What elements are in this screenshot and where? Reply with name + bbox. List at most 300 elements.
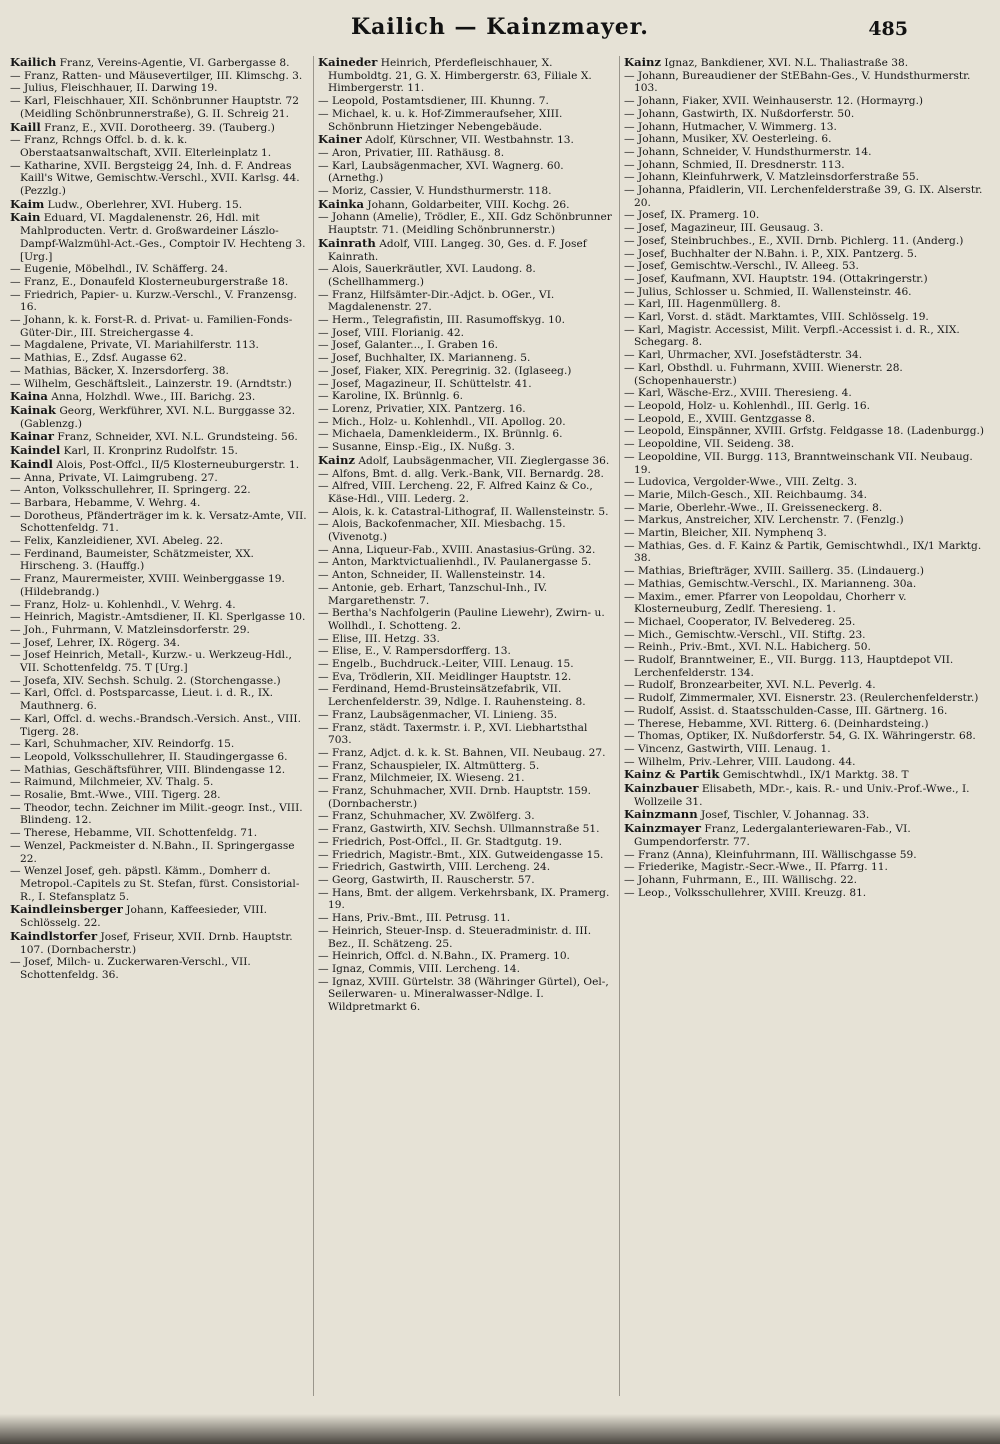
directory-entry: [318, 747, 614, 760]
entry-text: Anna, Holzhdl. Wwe., III. Barichg. 23.: [47, 391, 256, 404]
directory-entry: [318, 849, 614, 862]
entry-text: — Johann, Kleinfuhrwerk, V. Matzleinsdorferstraße 55.: [624, 171, 920, 184]
entry-text: — Leopold, Holz- u. Kohlenhdl., III. Gerlg. 16.: [624, 399, 871, 412]
directory-entry: [10, 649, 308, 674]
directory-entry: [624, 629, 991, 642]
directory-entry: [624, 874, 991, 887]
directory-entry: [10, 390, 308, 404]
entry-text: — Karl, Laubsägenmacher, XVI. Wagnerg. 60. (Arnethg.): [318, 159, 564, 185]
directory-entry: [318, 582, 614, 607]
entry-text: — Josef, Kaufmann, XVI. Hauptstr. 194. (Ottakringerstr.): [624, 272, 928, 285]
directory-entry: [318, 785, 614, 810]
entry-text: — Josef, Steinbruchbes., E., XVII. Drnb. Pichlerg. 11. (Anderg.): [624, 234, 964, 247]
entry-text: — Julius, Fleischhauer, II. Darwing 19.: [10, 82, 218, 95]
entry-surname: Kaindlstorfer: [10, 928, 98, 943]
entry-text: — Mathias, E., Zdsf. Augasse 62.: [10, 352, 187, 365]
directory-entry: [10, 865, 308, 903]
entry-text: — Wenzel Josef, geh. päpstl. Kämm., Domherr d. Metropol.-Capitels zu St. Stefan, fürst. Consistorial-R., I. Stefansplatz 5.: [10, 865, 300, 903]
entry-text: — Martin, Bleicher, XII. Nymphenq 3.: [624, 527, 827, 540]
entry-text: — Ignaz, XVIII. Gürtelstr. 38 (Währinger Gürtel), Oel-, Seilerwaren- u. Mineralwasser-Ndlge. I. Wildpretmarkt 6.: [318, 975, 609, 1014]
directory-entry: [10, 70, 308, 83]
directory-entry: [10, 573, 308, 598]
directory-entry: [318, 416, 614, 429]
directory-entry: [624, 184, 991, 209]
entry-text: Adolf, Laubsägenmacher, VII. Zieglergasse 36.: [355, 454, 610, 467]
entry-text: — Thomas, Optiker, IX. Nußdorferstr. 54, G. IX. Währingerstr. 68.: [624, 730, 976, 743]
entry-text: — Franz, Schauspieler, IX. Altmütterg. 5.: [318, 759, 540, 772]
entry-text: — Joh., Fuhrmann, V. Matzleinsdorferstr. 29.: [10, 623, 250, 636]
directory-entry: [10, 339, 308, 352]
directory-entry: [318, 658, 614, 671]
entry-text: — Josef, VIII. Florianig. 42.: [318, 326, 464, 339]
directory-entry: [10, 444, 308, 458]
entry-surname: Kainz: [624, 56, 662, 69]
directory-entry: [624, 616, 991, 629]
directory-entry: [624, 489, 991, 502]
entry-text: — Felix, Kanzleidiener, XVI. Abeleg. 22.: [10, 535, 224, 548]
entry-text: — Karl, Vorst. d. städt. Marktamtes, VIII. Schlösselg. 19.: [624, 311, 929, 324]
directory-entry: [624, 591, 991, 616]
entry-text: — Julius, Schlosser u. Schmied, II. Wallensteinstr. 46.: [624, 285, 912, 298]
directory-entry: [318, 861, 614, 874]
entry-text: — Ferdinand, Hemd-Brusteinsätzefabrik, VII. Lerchenfelderstr. 39, Ndlge. I. Rauhensteing. 8.: [318, 683, 586, 709]
entry-text: Josef, Friseur, XVII. Drnb. Hauptstr. 107. (Dornbacherstr.): [20, 930, 293, 956]
entry-surname: Kainka: [318, 196, 364, 211]
entry-text: — Leopold, Volksschullehrer, II. Staudingergasse 6.: [10, 750, 288, 763]
directory-entry: [318, 963, 614, 976]
directory-entry: [624, 260, 991, 273]
entry-text: — Franz, Rchngs Offcl. b. d. k. k. Oberstaatsanwaltschaft, XVII. Elterleinplatz 1.: [10, 134, 272, 159]
entry-text: — Leopoldine, VII. Burgg. 113, Branntweinschank VII. Neubaug. 19.: [624, 450, 973, 476]
directory-entry: [624, 768, 991, 782]
entry-text: Adolf, VIII. Langeg. 30, Ges. d. F. Josef Kainrath.: [328, 237, 587, 263]
directory-entry: [624, 565, 991, 578]
directory-entry: [624, 540, 991, 565]
directory-entry: [624, 641, 991, 654]
entry-text: — Karl, Fleischhauer, XII. Schönbrunner Hauptstr. 72 (Meidling Schönbrunnerstraße), G. II. Schreig 21.: [10, 95, 299, 120]
directory-entry: [10, 263, 308, 276]
page-number: 485: [868, 18, 908, 40]
entry-text: — Karl, Magistr. Accessist, Milit. Verpfl.-Accessist i. d. R., XIX. Schegarg. 8.: [624, 323, 960, 349]
directory-entry: [318, 518, 614, 543]
entry-text: — Michael, k. u. k. Hof-Zimmeraufseher, XIII. Schönbrunn Hietzinger Nebengebäude.: [318, 107, 563, 133]
directory-entry: [624, 286, 991, 299]
entry-text: — Hans, Bmt. der allgem. Verkehrsbank, IX. Pramerg. 19.: [318, 886, 610, 912]
entry-text: — Johann (Amelie), Trödler, E., XII. Gdz Schönbrunner Hauptstr. 71. (Meidling Schönbrunnerstr.): [318, 211, 612, 237]
entry-text: — Eva, Trödlerin, XII. Meidlinger Hauptstr. 12.: [318, 670, 572, 683]
entry-text: — Heinrich, Offcl. d. N.Bahn., IX. Pramerg. 10.: [318, 950, 570, 963]
entry-text: — Josef, Buchhalter, IX. Marianneng. 5.: [318, 352, 531, 365]
directory-entry: [624, 311, 991, 324]
entry-text: — Anna, Liqueur-Fab., XVIII. Anastasius-Grüng. 32.: [318, 543, 596, 556]
entry-text: — Johann, Musiker, XV. Oesterleing. 6.: [624, 133, 832, 146]
directory-entry: [318, 314, 614, 327]
entry-text: — Rudolf, Assist. d. Staatsschulden-Casse, III. Gärtnerg. 16.: [624, 704, 948, 717]
directory-entry: [624, 222, 991, 235]
entry-text: — Franz, Hilfsämter-Dir.-Adjct. b. OGer., VI. Magdalenenstr. 27.: [318, 288, 555, 314]
directory-entry: [318, 468, 614, 481]
entry-text: — Alois, Sauerkräutler, XVI. Laudong. 8. (Schellhammerg.): [318, 263, 536, 288]
directory-entry: [624, 133, 991, 146]
directory-entry: [10, 713, 308, 738]
entry-text: Franz, Vereins-Agentie, VI. Garbergasse 8.: [56, 57, 290, 69]
directory-entry: [10, 789, 308, 802]
entry-text: Franz, Ledergalanteriewaren-Fab., VI. Gumpendorferstr. 77.: [634, 823, 911, 848]
entry-columns: [6, 56, 996, 1396]
entry-text: — Herm., Telegrafistin, III. Rasumoffskyg. 10.: [318, 314, 565, 327]
entry-surname: Kaim: [10, 196, 45, 211]
entry-surname: Kaindel: [10, 443, 61, 458]
directory-entry: [624, 248, 991, 261]
entry-text: Adolf, Kürschner, VII. Westbahnstr. 13.: [361, 134, 574, 147]
directory-entry: [318, 237, 614, 263]
entry-text: Franz, E., XVII. Dorotheerg. 39. (Tauberg.): [40, 121, 275, 134]
directory-entry: [624, 808, 991, 822]
entry-text: — Alfred, VIII. Lercheng. 22, F. Alfred Kainz & Co., Käse-Hdl., VIII. Lederg. 2.: [318, 480, 593, 505]
entry-text: — Raimund, Milchmeier, XV. Thalg. 5.: [10, 776, 214, 789]
entry-text: Franz, Schneider, XVI. N.L. Grundsteing. 56.: [54, 431, 298, 444]
directory-entry: [318, 722, 614, 747]
directory-entry: [318, 607, 614, 632]
entry-text: — Alois, k. k. Catastral-Lithograf, II. Wallensteinstr. 5.: [318, 505, 609, 518]
entry-text: — Rudolf, Branntweiner, E., VII. Burgg. 113, Hauptdepot VII. Lerchenfelderstr. 134.: [624, 654, 954, 679]
entry-text: — Josef, Magazineur, II. Schüttelstr. 41.: [318, 377, 532, 390]
directory-entry: [318, 671, 614, 684]
directory-entry: [318, 823, 614, 836]
directory-entry: [318, 352, 614, 365]
entry-text: — Anna, Private, VI. Laimgrubeng. 27.: [10, 471, 218, 484]
directory-entry: [624, 400, 991, 413]
entry-text: — Ignaz, Commis, VIII. Lercheng. 14.: [318, 962, 521, 975]
directory-entry: [318, 390, 614, 403]
entry-text: — Franz, Ratten- und Mäusevertilger, III. Klimschg. 3.: [10, 69, 303, 82]
entry-text: — Karl, Offcl. d. wechs.-Brandsch.-Versich. Anst., VIII. Tigerg. 28.: [10, 712, 301, 738]
entry-text: — Therese, Hebamme, XVI. Ritterg. 6. (Deinhardsteing.): [624, 717, 929, 730]
directory-entry: [318, 263, 614, 288]
entry-text: — Josef, Lehrer, IX. Rögerg. 34.: [10, 636, 180, 649]
entry-text: — Leopold, E., XVIII. Gentzgasse 8.: [624, 412, 816, 425]
entry-text: Karl, II. Kronprinz Rudolfstr. 15.: [60, 445, 238, 458]
entry-text: — Alfons, Bmt. d. allg. Verk.-Bank, VII. Bernardg. 28.: [318, 467, 604, 480]
entry-text: Eduard, VI. Magdalenenstr. 26, Hdl. mit Mahlproducten. Vertr. d. Großwardeiner Lászlo-Dampf-Walzmühl-Act.-Ges., Comptoir IV. Hechteng 3. [Urg.]: [20, 212, 306, 263]
entry-text: — Bertha's Nachfolgerin (Pauline Liewehr), Zwirn- u. Wollhdl., I. Schotteng. 2.: [318, 607, 605, 632]
entry-text: — Eugenie, Möbelhdl., IV. Schäfferg. 24.: [10, 263, 228, 276]
directory-entry: [10, 764, 308, 777]
directory-entry: [624, 718, 991, 731]
directory-entry: [10, 675, 308, 688]
directory-entry: [624, 273, 991, 286]
directory-entry: [10, 404, 308, 430]
directory-entry: [318, 211, 614, 236]
directory-entry: [318, 976, 614, 1014]
entry-text: — Johann, k. k. Forst-R. d. Privat- u. Familien-Fonds-Güter-Dir., III. Streichergasse 4.: [10, 314, 293, 339]
entry-text: — Mich., Holz- u. Kohlenhdl., VII. Apollog. 20.: [318, 415, 566, 428]
entry-text: — Alois, Backofenmacher, XII. Miesbachg. 15. (Vivenotg.): [318, 518, 566, 544]
entry-text: — Franz, Milchmeier, IX. Wieseng. 21.: [318, 772, 525, 785]
entry-text: — Rudolf, Zimmermaler, XVI. Eisnerstr. 23. (Reulerchenfelderstr.): [624, 692, 979, 705]
entry-text: — Josef, Fiaker, XIX. Peregrinig. 32. (Iglaseeg.): [318, 364, 572, 377]
page-edge-shadow: [0, 1414, 1000, 1444]
entry-text: — Franz, E., Donaufeld Klosterneuburgerstraße 18.: [10, 275, 289, 288]
entry-text: — Josef, IX. Pramerg. 10.: [624, 209, 760, 222]
entry-surname: Kainz & Partik: [624, 767, 720, 782]
entry-text: Johann, Kaffeesieder, VIII. Schlösselg. 22.: [20, 904, 268, 930]
entry-surname: Kainar: [10, 429, 55, 444]
directory-entry: [10, 827, 308, 840]
entry-text: Heinrich, Pferdefleischhauer, X. Humboldtg. 21, G. X. Himbergerstr. 63, Filiale X. Himbergerstr. 11.: [328, 57, 592, 95]
directory-entry: [624, 654, 991, 679]
directory-entry: [318, 108, 614, 133]
directory-entry: [10, 458, 308, 472]
directory-entry: [624, 743, 991, 756]
entry-text: — Friedrich, Magistr.-Bmt., XIX. Gutweidengasse 15.: [318, 848, 604, 861]
entry-text: — Barbara, Hebamme, V. Wehrg. 4.: [10, 496, 201, 509]
directory-entry: [318, 403, 614, 416]
entry-text: — Anton, Marktvictualienhdl., IV. Paulanergasse 5.: [318, 556, 592, 569]
entry-text: — Karoline, IX. Brünnlg. 6.: [318, 390, 464, 403]
directory-entry: [624, 705, 991, 718]
running-title: Kailich — Kainzmayer.: [351, 14, 649, 40]
directory-entry: [624, 95, 991, 108]
directory-entry: [10, 956, 308, 981]
entry-surname: Kainak: [10, 402, 56, 417]
directory-entry: [10, 276, 308, 289]
entry-text: — Vincenz, Gastwirth, VIII. Lenaug. 1.: [624, 742, 831, 755]
directory-entry: [318, 709, 614, 722]
entry-text: — Susanne, Einsp.-Eig., IX. Nußg. 3.: [318, 441, 515, 454]
directory-entry: [624, 425, 991, 438]
entry-text: — Franz, Maurermeister, XVIII. Weinberggasse 19. (Hildebrandg.): [10, 573, 285, 598]
entry-text: — Friederike, Magistr.-Secr.-Wwe., II. Pfarrg. 11.: [624, 861, 888, 874]
entry-text: — Leopold, Einspänner, XVIII. Grfstg. Feldgasse 18. (Ladenburgg.): [624, 425, 984, 438]
directory-entry: [10, 751, 308, 764]
directory-entry: [318, 441, 614, 454]
entry-surname: Kainzbauer: [624, 781, 699, 796]
directory-entry: [318, 912, 614, 925]
directory-entry: [10, 624, 308, 637]
directory-entry: [10, 472, 308, 485]
directory-entry: [10, 95, 308, 120]
entry-text: Georg, Werkführer, XVI. N.L. Burggasse 32. (Gablenzg.): [20, 404, 296, 430]
directory-entry: [318, 327, 614, 340]
directory-entry: [318, 645, 614, 658]
entry-text: — Friedrich, Papier- u. Kurzw.-Verschl., V. Franzensg. 16.: [10, 288, 297, 314]
entry-text: — Mathias, Ges. d. F. Kainz & Partik, Gemischtwhdl., IX/1 Marktg. 38.: [624, 539, 982, 565]
directory-entry: [318, 950, 614, 963]
directory-entry: [318, 874, 614, 887]
entry-text: — Engelb., Buchdruck.-Leiter, VIII. Lenaug. 15.: [318, 658, 574, 671]
entry-text: — Johanna, Pfaidlerin, VII. Lerchenfelderstraße 39, G. IX. Alserstr. 20.: [624, 184, 983, 209]
entry-text: — Johann, Schmied, II. Dresdnerstr. 113.: [624, 158, 845, 171]
entry-text: Ignaz, Bankdiener, XVI. N.L. Thaliastraße 38.: [661, 57, 909, 69]
directory-entry: [10, 134, 308, 159]
directory-entry: [624, 502, 991, 515]
entry-text: Ludw., Oberlehrer, XVI. Huberg. 15.: [44, 198, 243, 211]
directory-entry: [318, 378, 614, 391]
entry-text: — Mathias, Briefträger, XVIII. Saillerg. 35. (Lindauerg.): [624, 565, 925, 578]
directory-entry: [10, 430, 308, 444]
directory-entry: [10, 510, 308, 535]
entry-text: — Heinrich, Magistr.-Amtsdiener, II. Kl. Sperlgasse 10.: [10, 611, 306, 624]
entry-text: Alois, Post-Offcl., II/5 Klosterneuburgerstr. 1.: [52, 458, 300, 471]
directory-entry: [624, 108, 991, 121]
entry-text: — Hans, Priv.-Bmt., III. Petrusg. 11.: [318, 912, 511, 925]
directory-entry: [10, 314, 308, 339]
entry-text: — Friedrich, Gastwirth, VIII. Lercheng. 24.: [318, 861, 551, 874]
directory-entry: [10, 535, 308, 548]
entry-text: — Ludovica, Vergolder-Wwe., VIII. Zeltg. 3.: [624, 476, 858, 489]
entry-text: — Franz, Laubsägenmacher, VI. Linieng. 35.: [318, 708, 558, 721]
directory-entry: [318, 633, 614, 646]
directory-entry: [624, 730, 991, 743]
entry-text: — Mathias, Bäcker, X. Inzersdorferg. 38.: [10, 364, 229, 377]
entry-surname: Kailich: [10, 56, 57, 69]
directory-entry: [10, 198, 308, 212]
entry-text: — Johann, Schneider, V. Hundsthurmerstr. 14.: [624, 145, 872, 158]
directory-entry: [10, 637, 308, 650]
entry-text: — Heinrich, Steuer-Insp. d. Steueradministr. d. III. Bez., II. Schätzeng. 25.: [318, 924, 592, 950]
entry-text: — Elise, III. Hetzg. 33.: [318, 632, 440, 645]
directory-entry: [624, 476, 991, 489]
directory-entry: [624, 298, 991, 311]
directory-entry: [318, 428, 614, 441]
entry-text: — Lorenz, Privatier, XIX. Pantzerg. 16.: [318, 402, 526, 415]
directory-entry: [624, 861, 991, 874]
directory-entry: [10, 738, 308, 751]
entry-text: Elisabeth, MDr.-, kais. R.- und Univ.-Prof.-Wwe., I. Wollzeile 31.: [634, 783, 970, 808]
directory-entry: [624, 235, 991, 248]
entry-text: — Therese, Hebamme, VII. Schottenfeldg. 71.: [10, 827, 258, 840]
entry-text: — Josef, Milch- u. Zuckerwaren-Verschl., VII. Schottenfeldg. 36.: [10, 956, 251, 981]
entry-text: — Karl, Schuhmacher, XIV. Reindorfg. 15.: [10, 738, 235, 751]
directory-entry: [318, 772, 614, 785]
entry-text: — Franz, Adjct. d. k. k. St. Bahnen, VII. Neubaug. 27.: [318, 746, 606, 759]
entry-text: — Josef, Magazineur, III. Geusaug. 3.: [624, 222, 824, 235]
directory-entry: [10, 687, 308, 712]
directory-entry: [318, 480, 614, 505]
entry-text: — Elise, E., V. Rampersdorfferg. 13.: [318, 645, 511, 658]
entry-text: — Anton, Schneider, II. Wallensteinstr. 14.: [318, 569, 546, 582]
directory-entry: [624, 692, 991, 705]
entry-text: — Karl, Offcl. d. Postsparcasse, Lieut. i. d. R., IX. Mauthnerg. 6.: [10, 687, 273, 713]
entry-surname: Kainzmann: [624, 807, 698, 822]
directory-entry: [318, 160, 614, 185]
entry-surname: Kaindleinsberger: [10, 902, 123, 917]
entry-text: — Georg, Gastwirth, II. Rauscherstr. 57.: [318, 874, 535, 886]
column-1: [6, 56, 314, 1396]
entry-text: — Leopold, Postamtsdiener, III. Khunng. 7.: [318, 95, 549, 108]
entry-text: — Leopoldine, VII. Seideng. 38.: [624, 438, 795, 451]
entry-text: — Moriz, Cassier, V. Hundsthurmerstr. 118.: [318, 185, 552, 198]
directory-entry: [624, 578, 991, 591]
directory-entry: [10, 352, 308, 365]
directory-entry: [318, 454, 614, 468]
directory-entry: [10, 548, 308, 573]
directory-entry: [318, 760, 614, 773]
entry-text: — Marie, Milch-Gesch., XII. Reichbaumg. 34.: [624, 488, 867, 501]
directory-entry: [624, 349, 991, 362]
column-3: [620, 56, 996, 1396]
directory-entry: [10, 365, 308, 378]
entry-surname: Kainzmayer: [624, 821, 702, 836]
directory-entry: [624, 438, 991, 451]
entry-text: — Josef, Buchhalter der N.Bahn. i. P., XIX. Pantzerg. 5.: [624, 247, 918, 260]
entry-text: — Katharine, XVII. Bergsteigg 24, Inh. d. F. Andreas Kaill's Witwe, Gemischtw.-Verschl., XVII. Karlsg. 44. (Pezzlg.): [10, 159, 300, 198]
entry-text: — Mathias, Gemischtw.-Verschl., IX. Marianneng. 30a.: [624, 577, 917, 590]
column-2: [314, 56, 620, 1396]
entry-text: — Josef, Gemischtw.-Verschl., IV. Alleeg. 53.: [624, 260, 859, 273]
entry-text: — Josefa, XIV. Sechsh. Schulg. 2. (Storchengasse.): [10, 674, 281, 687]
directory-entry: [624, 209, 991, 222]
directory-entry: [10, 930, 308, 956]
entry-text: — Wenzel, Packmeister d. N.Bahn., II. Springergasse 22.: [10, 839, 295, 865]
directory-entry: [624, 362, 991, 387]
directory-entry: [318, 810, 614, 823]
directory-entry: [624, 146, 991, 159]
entry-text: — Franz (Anna), Kleinfuhrmann, III. Wällischgasse 59.: [624, 848, 917, 861]
entry-text: — Rosalie, Bmt.-Wwe., VIII. Tigerg. 28.: [10, 789, 221, 802]
directory-entry: [10, 497, 308, 510]
entry-text: — Magdalene, Private, VI. Mariahilferstr. 113.: [10, 339, 259, 352]
directory-entry: [10, 840, 308, 865]
entry-text: — Wilhelm, Priv.-Lehrer, VIII. Laudong. 44.: [624, 755, 856, 768]
directory-entry: [10, 903, 308, 929]
entry-surname: Kainrath: [318, 235, 376, 250]
entry-surname: Kaina: [10, 389, 48, 404]
entry-text: — Johann, Bureaudiener der StEBahn-Ges., V. Hundsthurmerstr. 103.: [624, 69, 971, 95]
entry-text: — Ferdinand, Baumeister, Schätzmeister, XX. Hirscheng. 3. (Hauffg.): [10, 547, 254, 573]
entry-text: — Anton, Volksschullehrer, II. Springerg. 22.: [10, 484, 251, 497]
entry-text: — Karl, Obsthdl. u. Fuhrmann, XVIII. Wienerstr. 28. (Schopenhauerstr.): [624, 361, 903, 387]
entry-text: — Franz, Schuhmacher, XV. Zwölferg. 3.: [318, 810, 535, 823]
directory-entry: [624, 679, 991, 692]
entry-surname: Kaineder: [318, 56, 378, 69]
entry-text: — Maxim., emer. Pfarrer von Leopoldau, Chorherr v. Klosterneuburg, Zedlf. Theresieng. 1.: [624, 590, 907, 616]
entry-text: — Josef, Galanter..., I. Graben 16.: [318, 339, 498, 352]
directory-entry: [10, 802, 308, 827]
entry-text: — Mich., Gemischtw.-Verschl., VII. Stiftg. 23.: [624, 628, 866, 641]
entry-surname: Kainer: [318, 132, 362, 147]
directory-entry: [318, 887, 614, 912]
directory-entry: [318, 133, 614, 147]
entry-surname: Kaindl: [10, 456, 53, 471]
directory-entry: [10, 121, 308, 135]
directory-entry: [10, 82, 308, 95]
entry-text: — Theodor, techn. Zeichner im Milit.-geogr. Inst., VIII. Blindeng. 12.: [10, 801, 303, 827]
directory-entry: [318, 339, 614, 352]
entry-surname: Kainz: [318, 452, 356, 467]
directory-entry: [10, 211, 308, 263]
entry-text: — Leop., Volksschullehrer, XVIII. Kreuzg. 81.: [624, 886, 867, 899]
directory-entry: [318, 544, 614, 557]
directory-entry: [318, 556, 614, 569]
entry-text: — Dorotheus, Pfänderträger im k. k. Versatz-Amte, VII. Schottenfeldg. 71.: [10, 509, 307, 535]
directory-entry: [624, 527, 991, 540]
entry-text: Josef, Tischler, V. Johannag. 33.: [697, 809, 870, 822]
entry-text: — Michaela, Damenkleiderm., IX. Brünnlg. 6.: [318, 428, 563, 441]
entry-text: — Aron, Privatier, III. Rathäusg. 8.: [318, 146, 505, 159]
entry-text: — Antonie, geb. Erhart, Tanzschul-Inh., IV. Margarethenstr. 7.: [318, 581, 548, 607]
directory-entry: [624, 121, 991, 134]
directory-entry: [624, 822, 991, 848]
entry-text: — Markus, Anstreicher, XIV. Lerchenstr. 7. (Fenzlg.): [624, 514, 904, 527]
directory-entry: [318, 147, 614, 160]
entry-text: — Marie, Oberlehr.-Wwe., II. Greisseneckerg. 8.: [624, 501, 883, 514]
directory-entry: [624, 849, 991, 862]
directory-entry: [318, 289, 614, 314]
entry-text: — Rudolf, Bronzearbeiter, XVI. N.L. Peverlg. 4.: [624, 679, 876, 692]
entry-text: — Mathias, Geschäftsführer, VIII. Blindengasse 12.: [10, 763, 286, 776]
